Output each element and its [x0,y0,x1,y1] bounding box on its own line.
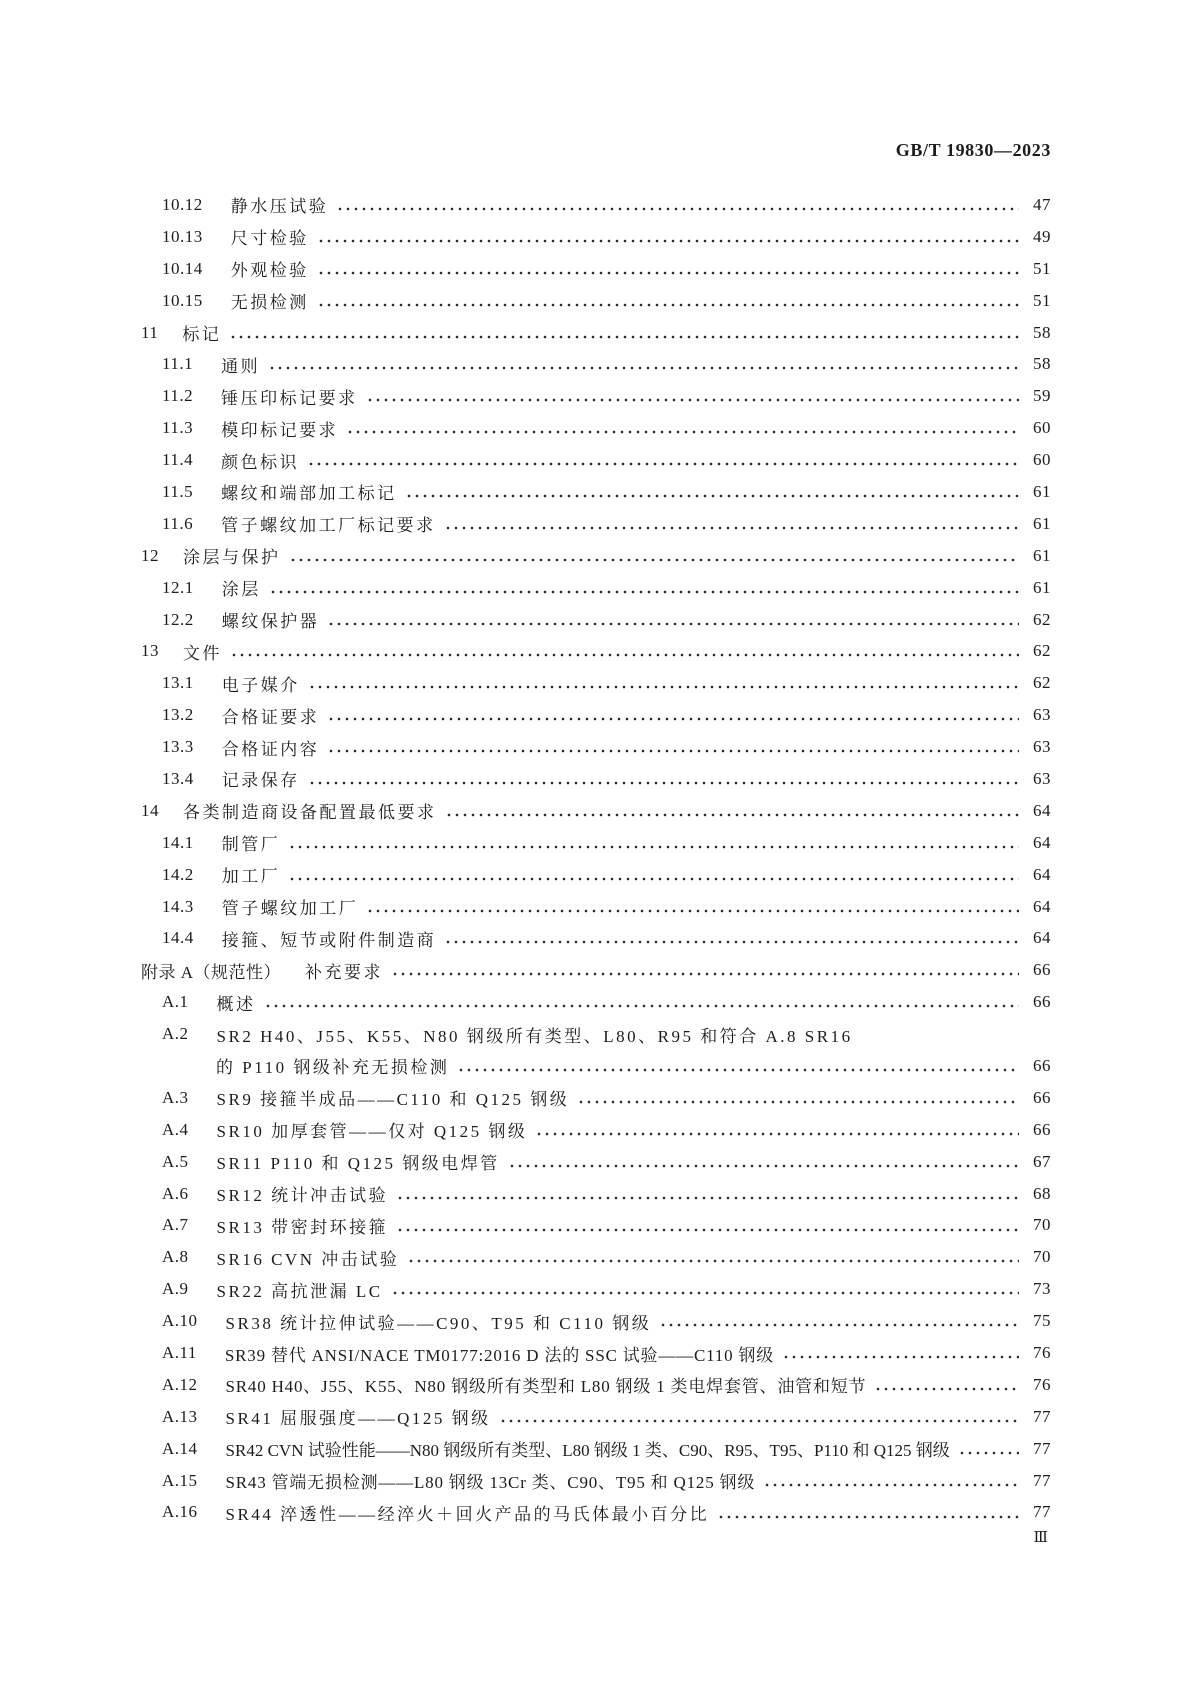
toc-entry-title: SR12 统计冲击试验 [216,1186,389,1206]
toc-entry-number: 10.13 [162,226,203,246]
toc-entry-11 [141,317,1051,349]
dot-leader [288,827,1019,859]
dot-leader [391,1273,1019,1305]
toc-entry-a-2 [141,1018,1051,1050]
dot-leader [317,221,1019,253]
dot-leader [229,317,1019,349]
toc-entry-title: 涂层 [221,580,261,600]
toc-entry-a-12 [141,1369,1051,1401]
toc-entry-page: 75 [1033,1311,1051,1331]
toc-entry-a-9 [141,1273,1051,1305]
toc-entry-number: A.12 [162,1374,198,1394]
toc-entry-a-11 [141,1337,1051,1369]
toc-entry-title: SR39 替代 ANSI/NACE TM0177:2016 D 法的 SSC 试验——C110 钢级 [224,1345,775,1365]
toc-entry-title: 接箍、短节或附件制造商 [221,930,437,950]
dot-leader [508,1146,1019,1178]
toc-entry-number: 13.2 [162,705,194,725]
toc-entry-page: 63 [1033,705,1051,725]
toc-entry-title: 补充要求 [305,962,384,982]
dot-leader [317,253,1019,285]
toc-entry-title: 记录保存 [221,771,300,791]
dot-leader [577,1082,1019,1114]
dot-leader [763,1465,1019,1497]
toc-entry-page: 60 [1033,450,1051,470]
toc-entry-a-6 [141,1178,1051,1210]
toc-entry-title: 制管厂 [221,835,281,855]
dot-leader [445,795,1020,827]
toc-entry-page: 76 [1033,1343,1051,1362]
toc-entry-title: 合格证内容 [221,739,320,759]
toc-entry-title-continued: 的 P110 钢级补充无损检测 [216,1058,450,1078]
toc-entry-number: 14.1 [162,832,194,852]
toc-entry-number: 11.2 [162,386,194,406]
toc-entry-page: 61 [1033,545,1051,565]
toc-entry-number: A.7 [162,1215,189,1235]
toc-entry-a-8 [141,1241,1051,1273]
toc-entry-title: 文件 [183,643,222,663]
toc-entry-13 [141,635,1051,667]
toc-entry-title: SR13 带密封环接箍 [216,1217,389,1237]
toc-entry-title: 尺寸检验 [230,229,309,249]
toc-entry-title: SR2 H40、J55、K55、N80 钢级所有类型、L80、R95 和符合 A.8 SR16 [216,1026,853,1046]
toc-entry-title: 模印标记要求 [221,420,339,440]
toc-entry-13-2 [141,699,1051,731]
dot-leader [327,731,1019,763]
toc-entry-title: 标记 [182,325,222,344]
dot-leader [307,444,1019,476]
toc-entry-title: SR41 屈服强度——Q125 钢级 [225,1409,491,1429]
toc-entry-number: 11.3 [162,418,194,438]
toc-entry-a-13 [141,1401,1051,1433]
toc-entry-page: 76 [1033,1374,1051,1394]
toc-entry-number: A.13 [162,1406,198,1426]
toc-entry-title: SR43 管端无损检测——L80 钢级 13Cr 类、C90、T95 和 Q125 钢级 [225,1473,756,1493]
dot-leader [268,348,1019,380]
toc-entry-page: 66 [1033,960,1051,980]
toc-entry-number: 14.4 [162,928,194,948]
toc-entry-a-5 [141,1146,1051,1178]
toc-entry-number: A.9 [162,1279,189,1299]
dot-leader [717,1497,1019,1529]
toc-entry-page: 70 [1033,1247,1051,1267]
toc-entry-14-1 [141,827,1051,859]
toc-entry-page: 63 [1033,737,1051,757]
toc-entry-page: 64 [1033,800,1051,820]
toc-entry-page: 67 [1033,1151,1051,1171]
toc-entry-title: 概述 [216,994,256,1014]
dot-leader [317,285,1019,317]
toc-entry-12-2 [141,604,1051,636]
toc-entry-page: 51 [1033,258,1051,278]
toc-entry-11-5 [141,476,1051,508]
toc-entry-page: 61 [1033,513,1051,533]
toc-entry-page: 70 [1033,1215,1051,1235]
dot-leader [444,922,1019,954]
dot-leader [289,540,1020,572]
toc-entry-13-3 [141,731,1051,763]
toc-entry-number: 13 [141,641,159,661]
toc-entry-number: 14.3 [162,896,194,916]
toc-entry-number: 10.14 [162,258,203,278]
toc-entry-a-2-continued [141,1050,1051,1082]
toc-entry-page: 58 [1033,354,1051,374]
toc-entry-title: 静水压试验 [230,197,329,217]
toc-entry-page: 66 [1033,992,1051,1012]
toc-entry-title: 加工厂 [221,867,281,887]
toc-entry-page: 64 [1033,928,1051,948]
toc-entry-page: 63 [1033,768,1051,788]
toc-entry-number: 10.12 [162,194,203,214]
toc-entry-a-10 [141,1305,1051,1337]
toc-entry-title: SR44 淬透性——经淬火＋回火产品的马氏体最小百分比 [225,1504,710,1524]
toc-entry-number: A.11 [162,1343,197,1362]
toc-entry-number: 11.4 [162,450,194,470]
dot-leader [327,699,1019,731]
dot-leader [499,1401,1019,1433]
toc-entry-page: 62 [1033,609,1051,629]
toc-entry-a-15 [141,1465,1051,1497]
toc-entry-page: 77 [1033,1470,1051,1490]
toc-entry-number: 11.5 [162,481,194,501]
toc-entry-page: 58 [1033,322,1051,342]
toc-entry-number: 12 [141,545,159,565]
toc-entry-14 [141,795,1051,827]
toc-entry-10-12 [141,189,1051,221]
dot-leader [958,1433,1019,1465]
toc-entry-12-1 [141,572,1051,604]
dot-leader [327,604,1019,636]
dot-leader [407,1241,1019,1273]
toc-entry-number: 13.3 [162,737,194,757]
toc-entry-11-2 [141,380,1051,412]
toc-entry-number: A.1 [162,992,189,1012]
dot-leader [874,1369,1019,1401]
toc-entry-title: SR10 加厚套管——仅对 Q125 钢级 [216,1122,528,1142]
toc-entry-page: 64 [1033,832,1051,852]
dot-leader [366,380,1019,412]
toc-entry-page: 62 [1033,673,1051,693]
dot-leader [308,763,1019,795]
toc-entry-number: A.2 [162,1024,189,1044]
dot-leader [396,1210,1019,1242]
toc-entry-annex-a [141,954,1051,986]
toc-entry-title: 通则 [221,356,261,376]
toc-entry-title: 管子螺纹加工厂 [221,899,359,919]
toc-entry-13-4 [141,763,1051,795]
toc-entry-page: 66 [1033,1119,1051,1139]
dot-leader [269,572,1019,604]
toc-entry-title: 管子螺纹加工厂标记要求 [221,516,436,536]
toc-entry-title: SR38 统计拉伸试验——C90、T95 和 C110 钢级 [225,1313,652,1333]
toc-entry-title: SR16 CVN 冲击试验 [216,1249,400,1269]
dot-leader [405,476,1019,508]
toc-entry-12 [141,540,1051,572]
dot-leader [308,667,1019,699]
toc-entry-page: 64 [1033,896,1051,916]
toc-entry-page: 47 [1033,194,1051,214]
toc-entry-number: 11.6 [162,513,194,533]
toc-entry-number: A.3 [162,1087,189,1107]
toc-entry-number: A.6 [162,1183,189,1203]
dot-leader [230,635,1019,667]
toc-entry-page: 61 [1033,577,1051,597]
toc-entry-number: 12.1 [162,577,194,597]
toc-entry-title: 涂层与保护 [183,548,281,568]
toc-entry-number: 11 [141,322,159,342]
toc-entry-14-4 [141,922,1051,954]
toc-entry-page: 66 [1033,1055,1051,1075]
dot-leader [391,954,1019,986]
dot-leader [288,859,1019,891]
toc-entry-11-1 [141,348,1051,380]
standard-code: GB/T 19830—2023 [895,140,1051,160]
toc-entry-number: 10.15 [162,290,203,310]
toc-entry-number: A.16 [162,1502,198,1522]
toc-entry-title: 各类制造商设备配置最低要求 [183,803,437,823]
toc-entry-number: A.15 [162,1470,198,1490]
toc-entry-page: 59 [1033,386,1051,406]
dot-leader [659,1305,1019,1337]
toc-entry-page: 62 [1033,641,1051,661]
dot-leader [264,986,1019,1018]
toc-entry-title: 颜色标识 [221,452,300,472]
toc-entry-number: A.10 [162,1311,198,1331]
table-of-contents [141,189,1051,1528]
toc-entry-number: 11.1 [162,354,194,374]
toc-entry-14-2 [141,859,1051,891]
toc-entry-page: 60 [1033,418,1051,438]
toc-entry-page: 66 [1033,1087,1051,1107]
toc-entry-title: 电子媒介 [221,675,300,695]
toc-entry-number: 12.2 [162,609,194,629]
dot-leader [444,508,1019,540]
toc-entry-a-4 [141,1114,1051,1146]
toc-entry-page: 64 [1033,864,1051,884]
toc-entry-number: 14.2 [162,864,194,884]
toc-entry-title: SR40 H40、J55、K55、N80 钢级所有类型和 L80 钢级 1 类电焊套管、油管和短节 [225,1377,867,1397]
dot-leader [396,1178,1019,1210]
dot-leader [336,189,1019,221]
dot-leader [782,1337,1019,1369]
toc-entry-page: 73 [1033,1279,1051,1299]
toc-entry-title: SR9 接箍半成品——C110 和 Q125 钢级 [216,1090,570,1110]
toc-entry-page: 61 [1033,481,1051,501]
toc-entry-number: A.5 [162,1151,189,1171]
dot-leader [346,412,1019,444]
toc-entry-11-4 [141,444,1051,476]
toc-entry-10-13 [141,221,1051,253]
toc-entry-10-15 [141,285,1051,317]
toc-entry-title: 合格证要求 [221,707,320,727]
toc-entry-14-3 [141,891,1051,923]
toc-entry-number: 13.4 [162,768,194,788]
dot-leader [366,891,1019,923]
toc-entry-number: A.4 [162,1119,189,1139]
toc-entry-a-16 [141,1497,1051,1529]
toc-entry-number: 14 [141,800,159,820]
toc-entry-page: 77 [1033,1502,1051,1522]
toc-entry-page: 77 [1033,1406,1051,1426]
page-number: Ⅲ [1033,1530,1048,1546]
toc-entry-page: 77 [1033,1438,1051,1458]
toc-entry-page: 68 [1033,1183,1051,1203]
toc-entry-number: A.8 [162,1247,189,1267]
toc-entry-title: 无损检测 [230,293,309,313]
toc-entry-title: SR42 CVN 试验性能——N80 钢级所有类型、L80 钢级 1 类、C90、R95、T95、P110 和 Q125 钢级 [225,1441,950,1461]
toc-entry-a-1 [141,986,1051,1018]
toc-entry-11-6 [141,508,1051,540]
toc-entry-title: 螺纹保护器 [221,612,320,632]
toc-entry-number: 13.1 [162,673,194,693]
toc-entry-title: 螺纹和端部加工标记 [221,484,397,504]
toc-entry-number: 附录 A（规范性） [141,962,282,982]
toc-entry-title: SR11 P110 和 Q125 钢级电焊管 [216,1154,500,1174]
dot-leader [457,1050,1019,1082]
toc-entry-a-14 [141,1433,1051,1465]
dot-leader [535,1114,1019,1146]
toc-entry-title: SR22 高抗泄漏 LC [216,1281,383,1301]
toc-entry-title: 外观检验 [230,261,309,281]
toc-entry-title: 锤压印标记要求 [221,388,358,408]
toc-entry-a-7 [141,1210,1051,1242]
toc-entry-11-3 [141,412,1051,444]
toc-entry-10-14 [141,253,1051,285]
toc-entry-number: A.14 [162,1438,198,1458]
toc-entry-13-1 [141,667,1051,699]
toc-entry-page: 51 [1033,290,1051,310]
toc-entry-page: 49 [1033,226,1051,246]
toc-entry-a-3 [141,1082,1051,1114]
